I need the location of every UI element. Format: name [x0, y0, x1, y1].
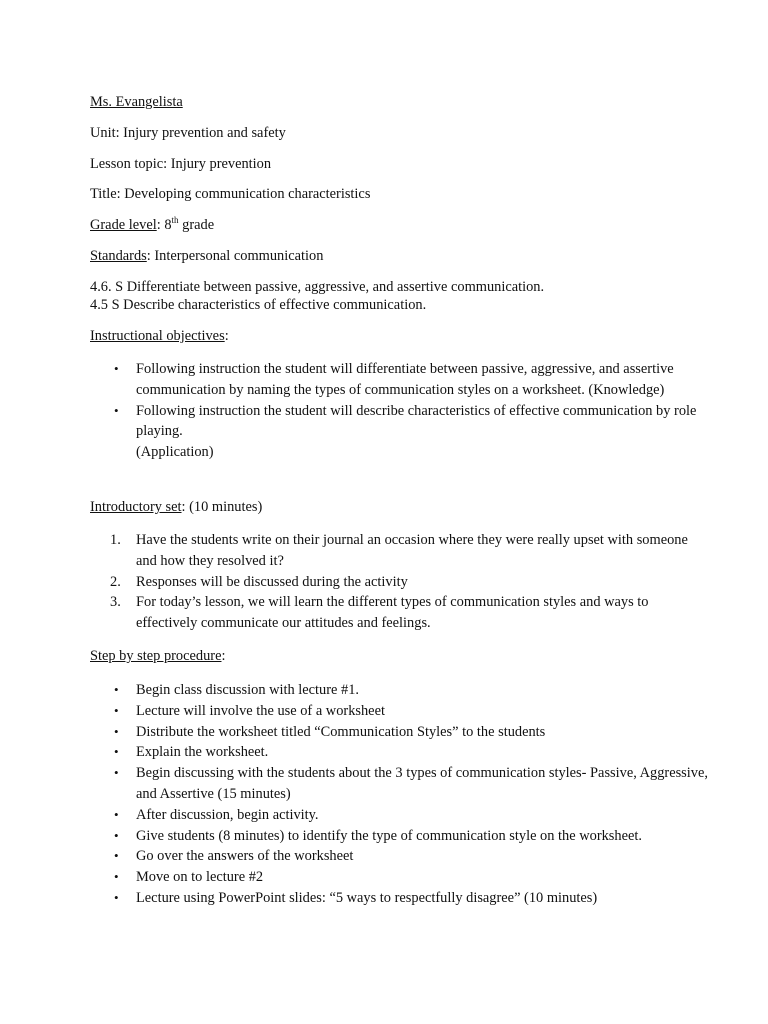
introductory-text: For today’s lesson, we will learn the different types of communication styles and ways to effectively communicate our attitudes and feelings.	[136, 594, 649, 632]
bullet-icon: •	[114, 744, 119, 760]
procedure-text: Give students (8 minutes) to identify the type of communication style on the worksheet.	[136, 827, 642, 844]
standard-item: 4.5 S Describe characteristics of effective communication.	[90, 297, 427, 313]
procedure-text: Distribute the worksheet titled “Communication Styles” to the students	[136, 723, 546, 740]
objectives-list	[0, 359, 768, 463]
standard-item: 4.6. S Differentiate between passive, aggressive, and assertive communication.	[90, 279, 545, 295]
bullet-icon: •	[114, 806, 119, 822]
objective-item	[0, 401, 768, 463]
bullet-icon: •	[114, 889, 119, 905]
unit-line: Unit: Injury prevention and safety	[90, 125, 286, 141]
procedure-item	[0, 867, 768, 888]
objectives-heading	[90, 326, 229, 346]
procedure-item	[0, 722, 768, 743]
grade-level-ordinal: th	[171, 215, 179, 226]
procedure-item	[0, 826, 768, 847]
bullet-icon: •	[114, 682, 119, 697]
bullet-icon: •	[114, 702, 119, 718]
teacher-name	[90, 92, 183, 112]
bullet-icon: •	[114, 402, 119, 418]
grade-level-label: Grade level	[90, 217, 157, 233]
procedure-colon: :	[221, 648, 226, 664]
lesson-topic-line: Lesson topic: Injury prevention	[90, 156, 272, 172]
introductory-item	[0, 592, 768, 634]
standards-value: : Interpersonal communication	[146, 248, 324, 264]
introductory-item	[0, 572, 768, 593]
procedure-item	[0, 680, 768, 701]
objectives-label: Instructional objectives	[90, 328, 225, 344]
bullet-icon: •	[114, 848, 119, 864]
introductory-item	[0, 530, 768, 572]
procedure-label: Step by step procedure	[90, 648, 222, 664]
bullet-icon: •	[114, 869, 119, 885]
procedure-heading	[90, 646, 225, 666]
introductory-duration: : (10 minutes)	[181, 499, 263, 515]
procedure-item	[0, 846, 768, 867]
grade-level-number: : 8	[156, 217, 172, 233]
objectives-colon: :	[224, 328, 229, 344]
procedure-text: Move on to lecture #2	[136, 869, 264, 886]
grade-level-suffix: grade	[178, 217, 215, 233]
bullet-icon: •	[114, 723, 119, 739]
introductory-text: Responses will be discussed during the activity	[136, 573, 408, 590]
procedure-item	[0, 701, 768, 722]
procedure-text: After discussion, begin activity.	[136, 806, 319, 823]
objective-note: (Application)	[136, 444, 214, 461]
title-line: Title: Developing communication characteristics	[90, 186, 371, 202]
objective-text: Following instruction the student will differentiate between passive, aggressive, and assertive communication by naming the types of communication styles on a worksheet. (Knowledge)	[136, 361, 674, 398]
introductory-heading	[90, 497, 262, 517]
procedure-text: Lecture will involve the use of a worksheet	[136, 702, 385, 719]
procedure-item	[0, 805, 768, 826]
standards-line	[90, 246, 323, 266]
procedure-item	[0, 742, 768, 763]
introductory-text: Have the students write on their journal an occasion where they were really upset with someone and how they resolved it?	[136, 532, 688, 569]
standards-label: Standards	[90, 248, 147, 264]
bullet-icon: •	[114, 765, 119, 781]
procedure-text: Begin discussing with the students about the 3 types of communication styles- Passive, Aggressive, and Assertive (15 minutes)	[136, 765, 708, 802]
objective-item	[0, 359, 768, 401]
bullet-icon: •	[114, 827, 119, 843]
item-number: 1.	[110, 532, 121, 548]
procedure-list	[0, 680, 768, 909]
introductory-list	[0, 530, 768, 634]
item-number: 2.	[110, 573, 121, 590]
procedure-text: Lecture using PowerPoint slides: “5 ways to respectfully disagree” (10 minutes)	[136, 889, 598, 906]
procedure-text: Explain the worksheet.	[136, 744, 269, 761]
objective-text: Following instruction the student will describe characteristics of effective communication by role playing.	[136, 402, 697, 440]
item-number: 3.	[110, 594, 121, 611]
procedure-text: Go over the answers of the worksheet	[136, 848, 354, 865]
procedure-item	[0, 763, 768, 805]
introductory-label: Introductory set	[90, 499, 182, 515]
procedure-text: Begin class discussion with lecture #1.	[136, 682, 360, 698]
procedure-item	[0, 888, 768, 909]
teacher-name-text: Ms. Evangelista	[90, 94, 183, 110]
bullet-icon: •	[114, 361, 119, 376]
grade-level-line	[90, 215, 214, 235]
